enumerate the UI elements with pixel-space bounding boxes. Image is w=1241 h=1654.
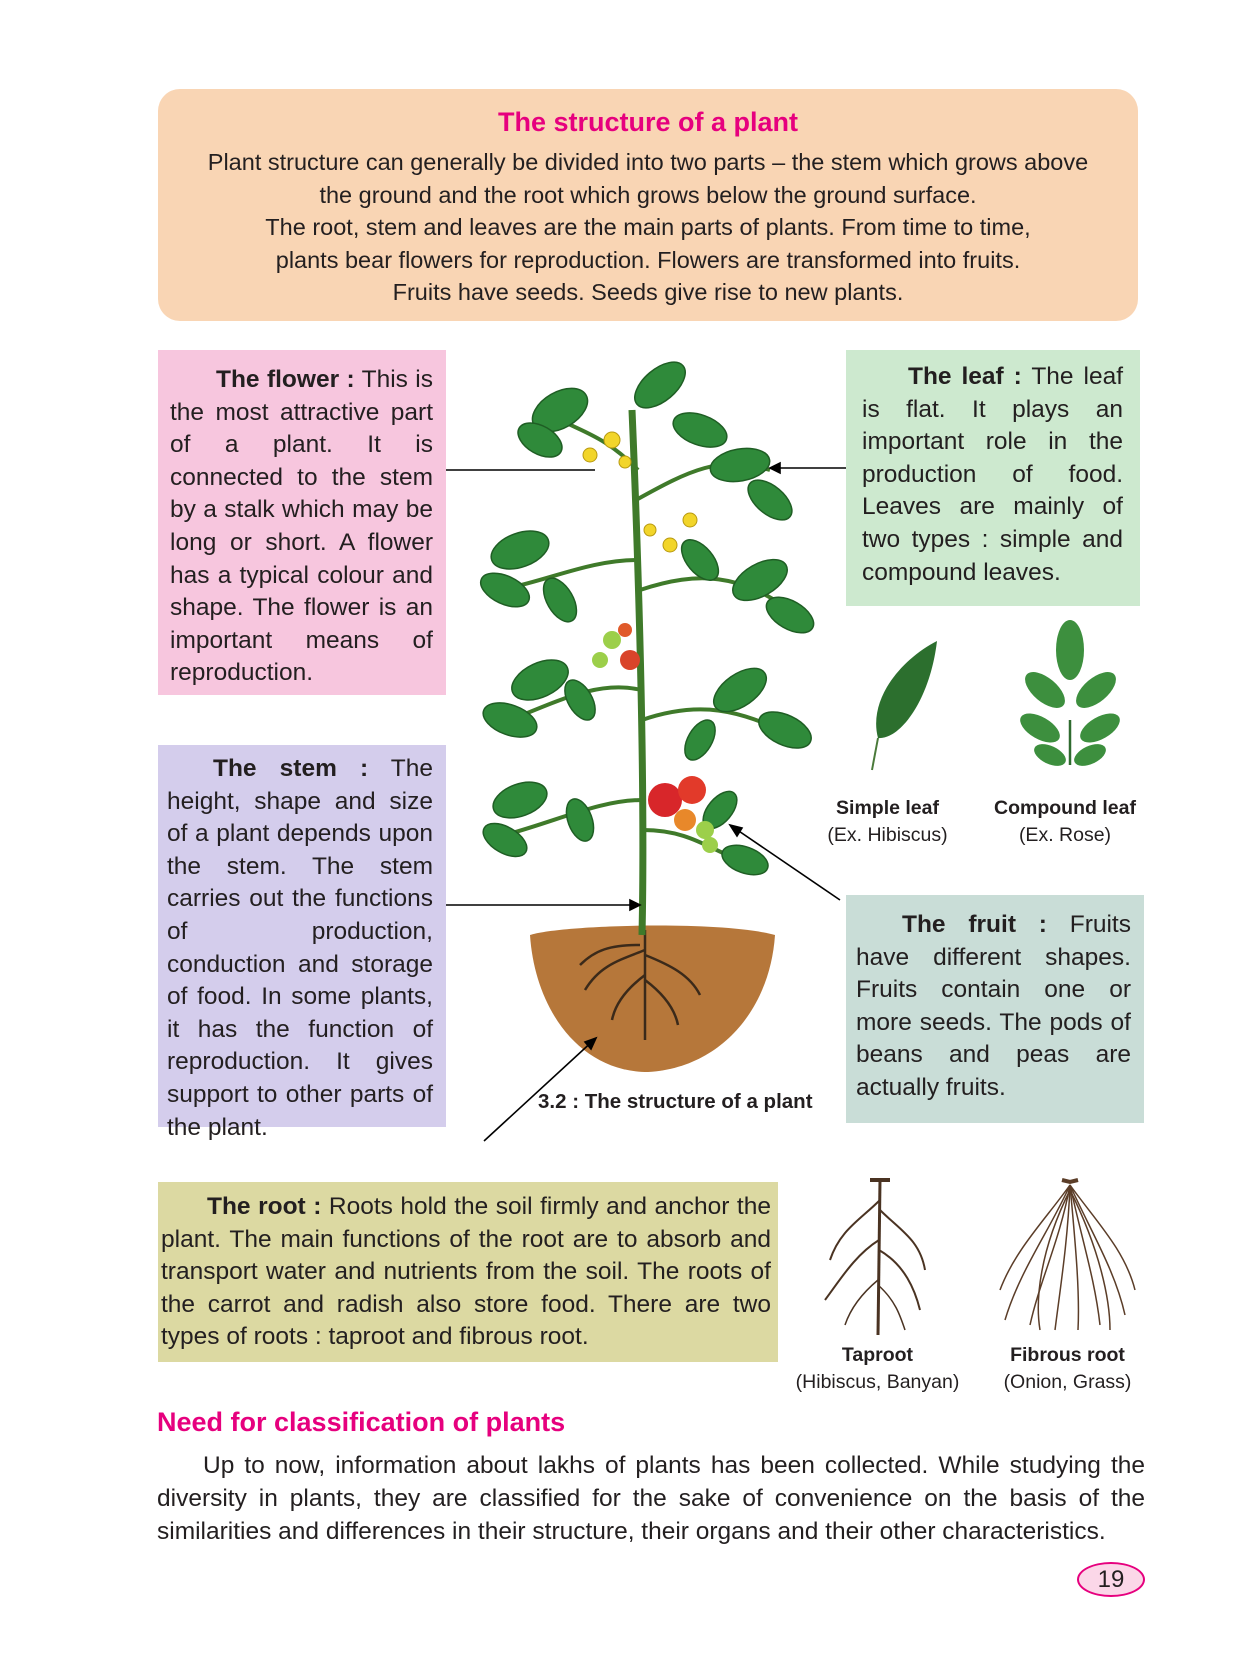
section-paragraph (157, 1449, 1145, 1548)
compound-leaf-icon (1015, 620, 1124, 770)
fruit-heading: The fruit : (902, 911, 1047, 938)
leaf-heading: The leaf : (908, 363, 1022, 390)
fibrous-root-example: (Onion, Grass) (1003, 1371, 1132, 1393)
compound-leaf-name: Compound leaf (994, 797, 1136, 819)
root-heading: The root : (207, 1193, 322, 1220)
leaf-text: The leaf is flat. It plays an important role in the production of food. Leaves are mainly of two types : simple and compound leaves. (862, 363, 1124, 586)
stem-text: The height, shape and size of a plant depends upon the stem. The stem carries out the functions of production, conduction and storage of food. In some plants, it has the function of reproduction. It gives support to other parts of the plant. (167, 755, 433, 1141)
root-text: Roots hold the soil firmly and anchor the plant. The main functions of the root are to absorb and transport water and nutrients from the soil. The roots of the carrot and radish also store food. There are two types of roots : taproot and fibrous root. (161, 1193, 771, 1351)
fruit-arrowhead (730, 825, 742, 836)
stem-heading: The stem : (213, 755, 369, 782)
leaf-arrowhead (770, 463, 780, 473)
flower-heading: The flower : (216, 366, 355, 393)
intro-line: the ground and the root which grows below the ground surface. (319, 181, 977, 208)
page-title: The structure of a plant (497, 107, 799, 137)
stem-arrowhead (630, 900, 640, 910)
intro-line: Plant structure can generally be divided into two parts – the stem which grows above (207, 149, 1089, 175)
simple-leaf-icon (872, 641, 937, 770)
section-paragraph-text: Up to now, information about lakhs of plants has been collected. While studying the diversity in plants, they are classified for the sake of convenience on the basis of the similarities and differences in their structure, their organs and their other characteristics. (157, 1452, 1145, 1545)
fruit-text: Fruits have different shapes. Fruits contain one or more seeds. The pods of beans and peas are actually fruits. (856, 911, 1131, 1101)
compound-leaf-caption (980, 795, 1150, 849)
plant-stem-icon (632, 410, 643, 935)
fibrous-root-icon (1000, 1180, 1135, 1330)
simple-leaf-example: (Ex. Hibiscus) (827, 824, 948, 846)
simple-leaf-name: Simple leaf (836, 797, 939, 819)
compound-leaf-example: (Ex. Rose) (1018, 824, 1112, 846)
intro-line: plants bear flowers for reproduction. Flowers are transformed into fruits. (275, 246, 1021, 273)
taproot-caption (780, 1342, 975, 1396)
simple-leaf-caption (805, 795, 970, 849)
taproot-icon (825, 1180, 925, 1335)
taproot-name: Taproot (841, 1344, 914, 1366)
intro-line: The root, stem and leaves are the main parts of plants. From time to time, (265, 214, 1031, 240)
intro-line: Fruits have seeds. Seeds give rise to new plants. (392, 279, 904, 305)
flower-text: This is the most attractive part of a plant. It is connected to the stem by a stalk which may be long or short. A flower has a typical colour and shape. The flower is an important means of reproduction. (170, 366, 433, 687)
figure-caption: 3.2 : The structure of a plant (538, 1090, 813, 1113)
fibrous-root-name: Fibrous root (1010, 1344, 1125, 1366)
page-number: 19 (1077, 1562, 1145, 1597)
plant-leaves-icon (476, 353, 820, 880)
soil-icon (530, 926, 775, 1072)
fibrous-root-caption (985, 1342, 1150, 1396)
taproot-example: (Hibiscus, Banyan) (795, 1371, 960, 1393)
section-title: Need for classification of plants (157, 1407, 566, 1437)
